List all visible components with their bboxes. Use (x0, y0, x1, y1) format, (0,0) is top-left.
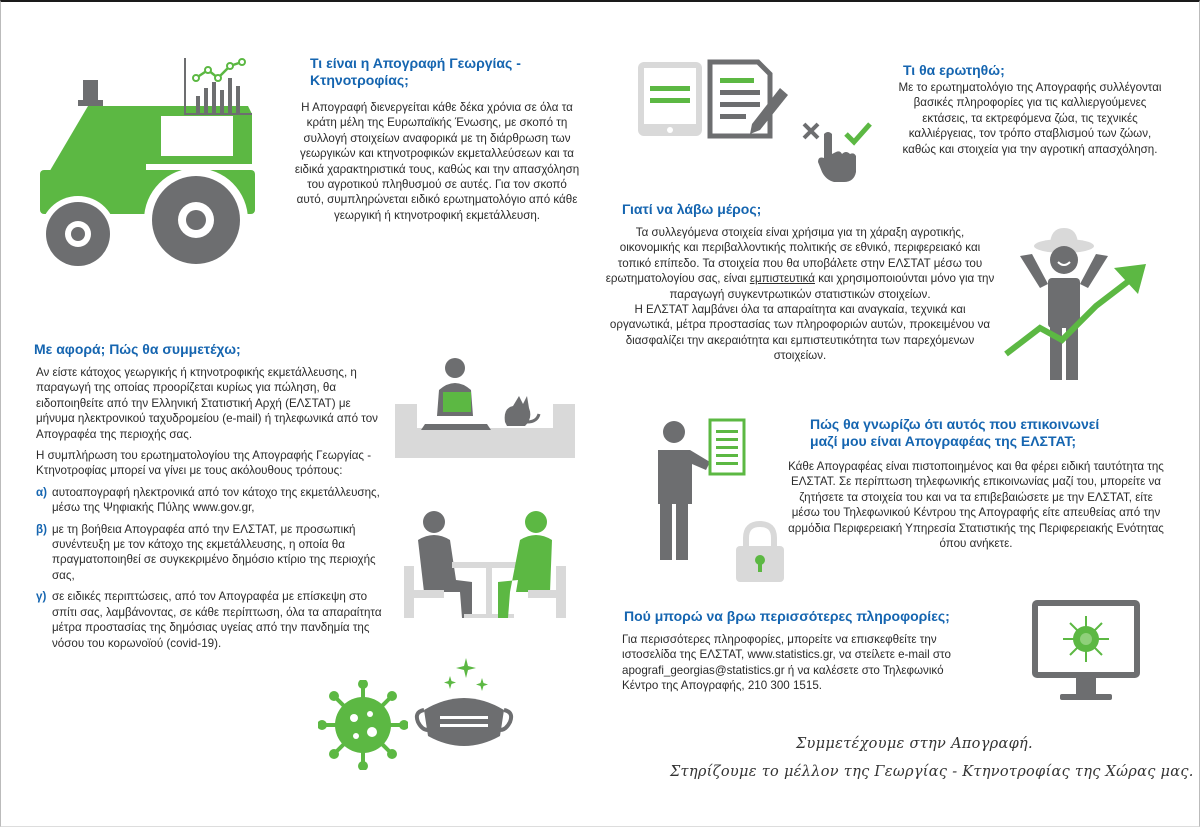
face-mask-icon (414, 656, 514, 752)
s2-item-b (36, 522, 392, 584)
list-marker: γ) (36, 590, 47, 604)
s2-item-c (36, 589, 392, 651)
bar-chart-icon (182, 56, 254, 118)
padlock-icon (732, 520, 788, 584)
s2-p2: Η συμπλήρωση του ερωτηματολογίου της Απογραφής Γεωργίας - Κτηνοτροφίας μπορεί να γίνει με τους ακόλουθους τρόπους: (36, 449, 372, 478)
s2-item-a (36, 485, 392, 516)
s4-body2: Η ΕΛΣΤΑΤ λαμβάνει όλα τα απαραίτητα και αναγκαία, τεχνικά και οργανωτικά, μέτρα προστασίας των πληροφοριών αυτών, προκειμένου να διασφαλίζει την ακεραιότητα και εμπιστευτικότητα των παρεχόμενων στοιχείων. (609, 303, 991, 363)
tablet-icon (636, 60, 706, 138)
s6-title: Πού μπορώ να βρω περισσότερες πληροφορίες; (624, 608, 950, 624)
s4-body (604, 225, 996, 302)
s4-title: Γιατί να λάβω μέρος; (622, 201, 762, 217)
hand-pointer-icon (816, 128, 862, 184)
s4-content (604, 225, 996, 364)
s6-body: Για περισσότερες πληροφορίες, μπορείτε να επισκεφθείτε την ιστοσελίδα της ΕΛΣΤΑΤ, www.statistics.gr, να στείλετε e-mail στο apografi_georgias@statistics.gr ή να καλέσετε στο Τηλεφωνικό Κέντρο της Απογραφής, 210 300 1515. (622, 633, 951, 693)
s4-body-a: Τα συλλεγόμενα στοιχεία είναι χρήσιμα για τη χάραξη αγροτικής, οικονομικής και περιβαλλοντικής πολιτικής σε εθνικό, περιφερειακό και τοπικό επίπεδο. Τα στοιχεία που θα υποβάλετε στην ΕΛΣΤΑΤ μέσω του ερωτηματολογίου σας, είναι (605, 226, 983, 286)
person-laptop-cat-icon (395, 356, 575, 466)
s1-title: Τι είναι η Απογραφή Γεωργίας - Κτηνοτροφίας; (310, 55, 521, 88)
footer-line2: Στηρίζουμε το μέλλον της Γεωργίας - Κτηνοτροφίας της Χώρας μας. (670, 764, 1194, 780)
list-text: με τη βοήθεια Απογραφέα από την ΕΛΣΤΑΤ, με προσωπική συνέντευξη με τον κάτοχο της εκμετάλλευσης, η οποία θα πραγματοποιηθεί σε συγκεκριμένο δημόσιο κτίριο της περιοχής σας, (52, 522, 376, 582)
list-text: σε ειδικές περιπτώσεις, από τον Απογραφέα με επίσκεψη στο σπίτι σας, λαμβάνοντας, σε κάθε περίπτωση, όλα τα απαραίτητα μέτρα προστασίας της δημόσιας υγείας από την πανδημία της νόσου του κορωνοϊού (covid-19). (52, 590, 382, 650)
s1-body: Η Απογραφή διενεργείται κάθε δέκα χρόνια σε όλα τα κράτη μέλη της Ευρωπαϊκής Ένωσης, με σκοπό τη συλλογή στοιχείων αναφορικά με τη διάρθρωση των γεωργικών και κτηνοτροφικών εκμεταλλεύσεων και τα ειδικά χαρακτηριστικά τους, καθώς και την απασχόληση του αγροτικού πληθυσμού σε αυτές. Για τον σκοπό αυτό, συμπληρώνεται ειδικό ερωτηματολόγιο από κάθε γεωργική ή κτηνοτροφική εκμετάλλευση. (294, 101, 580, 222)
virus-icon (318, 680, 408, 770)
list-marker: α) (36, 485, 47, 499)
s2-p1: Αν είστε κάτοχος γεωργικής ή κτηνοτροφικής εκμετάλλευσης, η παραγωγή της οποίας προορίζεται κυρίως για πώληση, θα ειδοποιηθείτε από την Ελληνική Στατιστική Αρχή (ΕΛΣΤΑΤ) με μήνυμα ηλεκτρονικού ταχυδρομείου (e-mail) ή τηλεφωνικά από τον Απογραφέα της περιοχής σας. (36, 366, 378, 441)
s2-content (36, 365, 392, 651)
list-marker: β) (36, 522, 47, 536)
document-pen-icon (706, 58, 792, 140)
s4-body-underline: εμπιστευτικά (749, 272, 815, 286)
s5-title: Πώς θα γνωρίζω ότι αυτός που επικοινωνεί μαζί μου είναι Απογραφέας της ΕΛΣΤΑΤ; (810, 416, 1100, 449)
interview-table-icon (400, 510, 572, 622)
list-text: αυτοαπογραφή ηλεκτρονικά από τον κάτοχο της εκμετάλλευσης, μέσω της Ψηφιακής Πύλης www.gov.gr, (52, 485, 380, 515)
s3-body: Με το ερωτηματολόγιο της Απογραφής συλλέγονται βασικές πληροφορίες για τις καλλιεργούμενες εκτάσεις, τα εκτρεφόμενα ζώα, τις τεχνικές καλλιέργειας, τον τρόπο σταβλισμού των ζώων, καθώς και στοιχεία για την αγροτική απασχόληση. (898, 81, 1162, 156)
s3-title: Τι θα ερωτηθώ; (903, 62, 1005, 78)
growth-arrow-icon (1000, 258, 1150, 358)
s5-body: Κάθε Απογραφέας είναι πιστοποιημένος και θα φέρει ειδική ταυτότητα της ΕΛΣΤΑΤ. Σε περίπτωση τηλεφωνικής επικοινωνίας μαζί του, μπορείτε να ζητήσετε τα στοιχεία του και να τα επιβεβαιώσετε με την ΕΛΣΤΑΤ, είτε μέσω του Τηλεφωνικού Κέντρου της Απογραφής είτε απευθείας από την αρμόδια Περιφερειακή Υπηρεσία Στατιστικής της Περιφερειακής Ενότητας όπου ανήκετε. (788, 460, 1164, 551)
footer-line1: Συμμετέχουμε στην Απογραφή. (796, 736, 1033, 752)
s2-title: Με αφορά; Πώς θα συμμετέχω; (34, 341, 241, 357)
monitor-icon (1030, 598, 1142, 704)
s4-body-b: και χρησιμοποιούνται μόνο για την παραγωγή συγκεντρωτικών στατιστικών στοιχείων. (669, 272, 995, 301)
